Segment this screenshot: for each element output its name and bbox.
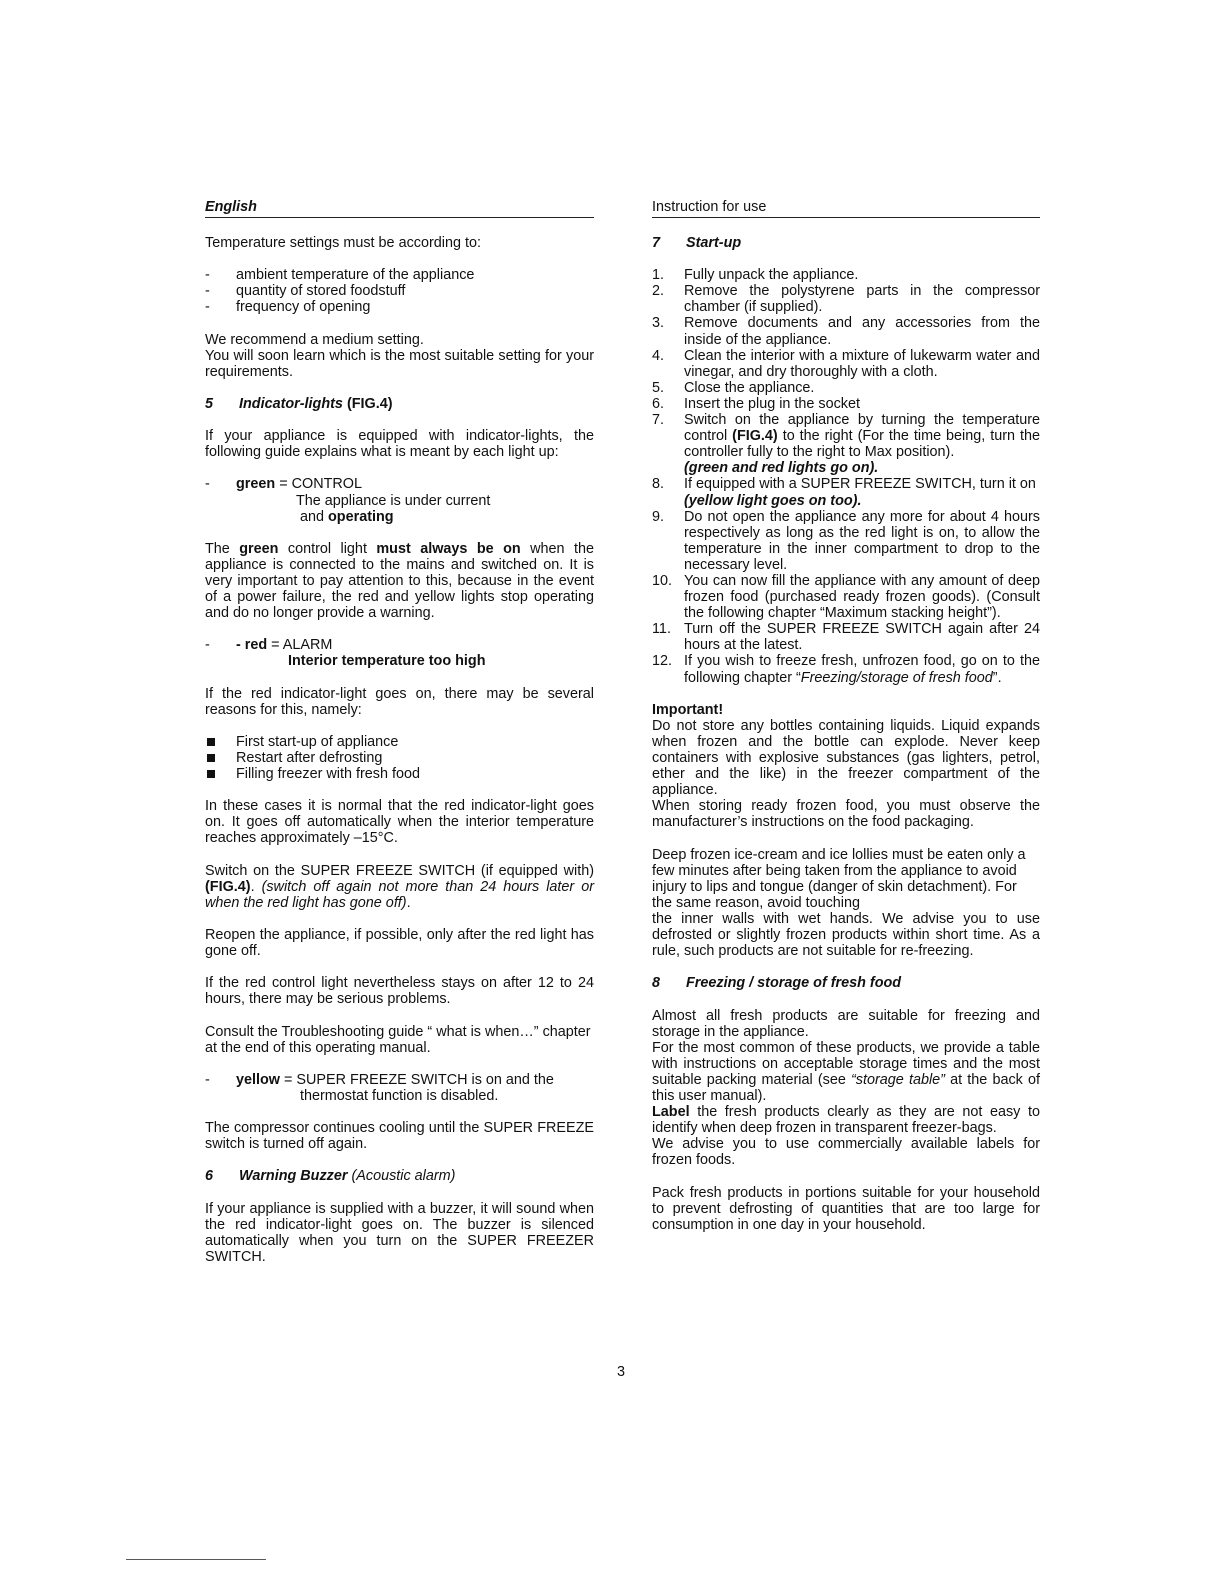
left-content: [205, 235, 594, 1265]
step-item: 7. Switch on the appliance by turning the temperature control (FIG.4) to the right (For the time being, turn the controller fully to the right to Max position). (green and red lights go on).: [652, 412, 1040, 477]
green-light-desc: The appliance is under current: [296, 492, 491, 509]
fresh-paragraph-1: Almost all fresh products are suitable for freezing and storage in the appliance.: [652, 1007, 1040, 1040]
section-7-heading: 7 Start-up: [652, 235, 742, 251]
important-paragraph-2: When storing ready frozen food, you must observe the manufacturer’s instructions on the food packaging.: [652, 798, 1040, 831]
learn-text: You will soon learn which is the most suitable setting for your requirements.: [205, 347, 594, 380]
pack-paragraph: Pack fresh products in portions suitable for your household to prevent defrosting of quantities that are too large for consumption in one day in your household.: [652, 1184, 1040, 1233]
fresh-paragraph-3: Label the fresh products clearly as they are not easy to identify when deep frozen in transparent freezer-bags.: [652, 1104, 1040, 1137]
recommend-text: We recommend a medium setting.: [205, 331, 424, 348]
section-5-heading: 5 Indicator-lights (FIG.4): [205, 395, 393, 412]
square-bullet-icon: [207, 738, 215, 746]
step-item: 6. Insert the plug in the socket: [652, 395, 860, 412]
problems-paragraph: If the red control light nevertheless stays on after 12 to 24 hours, there may be serious problems.: [205, 975, 594, 1008]
switch-paragraph: Switch on the SUPER FREEZE SWITCH (if equipped with) (FIG.4). (switch off again not more than 24 hours later or when the red light has gone off).: [205, 862, 594, 911]
right-content: [652, 235, 1040, 1233]
footnote-separator: [126, 1559, 266, 1560]
step-item: 3. Remove documents and any accessories from the inside of the appliance.: [652, 315, 1040, 348]
step-item: 1. Fully unpack the appliance.: [652, 267, 859, 284]
factor-item: - quantity of stored foodstuff: [205, 283, 406, 300]
reopen-paragraph: Reopen the appliance, if possible, only after the red light has gone off.: [205, 927, 594, 960]
factor-item: - ambient temperature of the appliance: [205, 267, 475, 284]
section-8-heading: 8 Freezing / storage of fresh food: [652, 975, 902, 992]
square-bullet-icon: [207, 754, 215, 762]
buzzer-paragraph: If your appliance is supplied with a buzzer, it will sound when the red indicator-light goes on. The buzzer is silenced automatically when you turn on the SUPER FREEZER SWITCH.: [205, 1200, 594, 1265]
reason-item: Filling freezer with fresh food: [205, 766, 594, 782]
step-item: 4. Clean the interior with a mixture of lukewarm water and vinegar, and dry thoroughly with a cloth.: [652, 347, 1040, 380]
page-number: 3: [617, 1364, 626, 1380]
intro-text: Temperature settings must be according to:: [205, 235, 481, 251]
step-item: 9. Do not open the appliance any more for about 4 hours respectively as long as the red light is on, to allow the temperature in the inner compartment to drop to the necessary level.: [652, 508, 1040, 573]
icecream-paragraph: Deep frozen ice-cream and ice lollies must be eaten only a few minutes after being taken from the appliance to avoid injury to lips and tongue (danger of skin detachment). For the same reason, avoid touching: [652, 846, 1026, 911]
section-6-heading: 6 Warning Buzzer (Acoustic alarm): [205, 1168, 456, 1185]
normal-paragraph: In these cases it is normal that the red indicator-light goes on. It goes off automatically when the interior temperature reaches approximately –15°C.: [205, 798, 594, 847]
header-title: Instruction for use: [652, 197, 1040, 218]
yellow-light-item: - yellow = SUPER FREEZE SWITCH is on and the: [205, 1071, 554, 1088]
green-paragraph: The green control light must always be on when the appliance is connected to the mains and switched on. It is very important to pay attention to this, because in the event of a power failure, the red and yellow lights stop operating and do no longer provide a warning.: [205, 540, 595, 622]
red-light-item: - - red = ALARM: [205, 637, 333, 654]
icecream-paragraph-2: the inner walls with wet hands. We advise you to use defrosted or slightly frozen products within short time. As a rule, such products are not suitable for re-freezing.: [652, 910, 1040, 960]
consult-paragraph: Consult the Troubleshooting guide “ what is when…” chapter at the end of this operating manual.: [205, 1023, 591, 1056]
step-item: 5. Close the appliance.: [652, 379, 815, 396]
red-light-desc: Interior temperature too high: [288, 653, 486, 670]
square-bullet-icon: [207, 770, 215, 778]
left-column: [205, 197, 594, 1265]
red-paragraph: If the red indicator-light goes on, there may be several reasons for this, namely:: [205, 685, 594, 718]
right-column: [652, 197, 1040, 1233]
indicator-intro: If your appliance is equipped with indicator-lights, the following guide explains what is meant by each light up:: [205, 428, 594, 461]
step-item: 11. Turn off the SUPER FREEZE SWITCH again after 24 hours at the latest.: [652, 621, 1040, 654]
fresh-paragraph-2: For the most common of these products, we provide a table with instructions on acceptable storage times and the most suitable packing material (see “storage table” at the back of this user manual).: [652, 1039, 1040, 1104]
important-paragraph: Do not store any bottles containing liquids. Liquid expands when frozen and the bottle can explode. Never keep containers with explosive substances (gas lighters, petrol, ether and the like) in the freezer compartment of the appliance.: [652, 717, 1040, 799]
factor-item: - frequency of opening: [205, 299, 371, 316]
header-language: English: [205, 197, 594, 218]
reason-item: First start-up of appliance: [205, 734, 594, 750]
green-light-item: - green = CONTROL: [205, 476, 362, 493]
green-light-desc2: and operating: [300, 508, 394, 525]
important-heading: Important!: [652, 701, 724, 718]
reason-item: Restart after defrosting: [205, 750, 594, 766]
step-item: 12. If you wish to freeze fresh, unfrozen food, go on to the following chapter “Freezing/storage of fresh food”.: [652, 653, 1040, 686]
step-item: 10. You can now fill the appliance with any amount of deep frozen food (purchased ready frozen goods). (Consult the following chapter “Maximum stacking height”).: [652, 572, 1040, 622]
fresh-paragraph-4: We advise you to use commercially available labels for frozen foods.: [652, 1136, 1040, 1169]
yellow-light-desc: thermostat function is disabled.: [300, 1087, 499, 1104]
step-item: 8. If equipped with a SUPER FREEZE SWITCH, turn it on (yellow light goes on too).: [652, 476, 1036, 509]
step-item: 2. Remove the polystyrene parts in the compressor chamber (if supplied).: [652, 283, 1040, 316]
compressor-paragraph: The compressor continues cooling until the SUPER FREEZE switch is turned off again.: [205, 1120, 594, 1153]
